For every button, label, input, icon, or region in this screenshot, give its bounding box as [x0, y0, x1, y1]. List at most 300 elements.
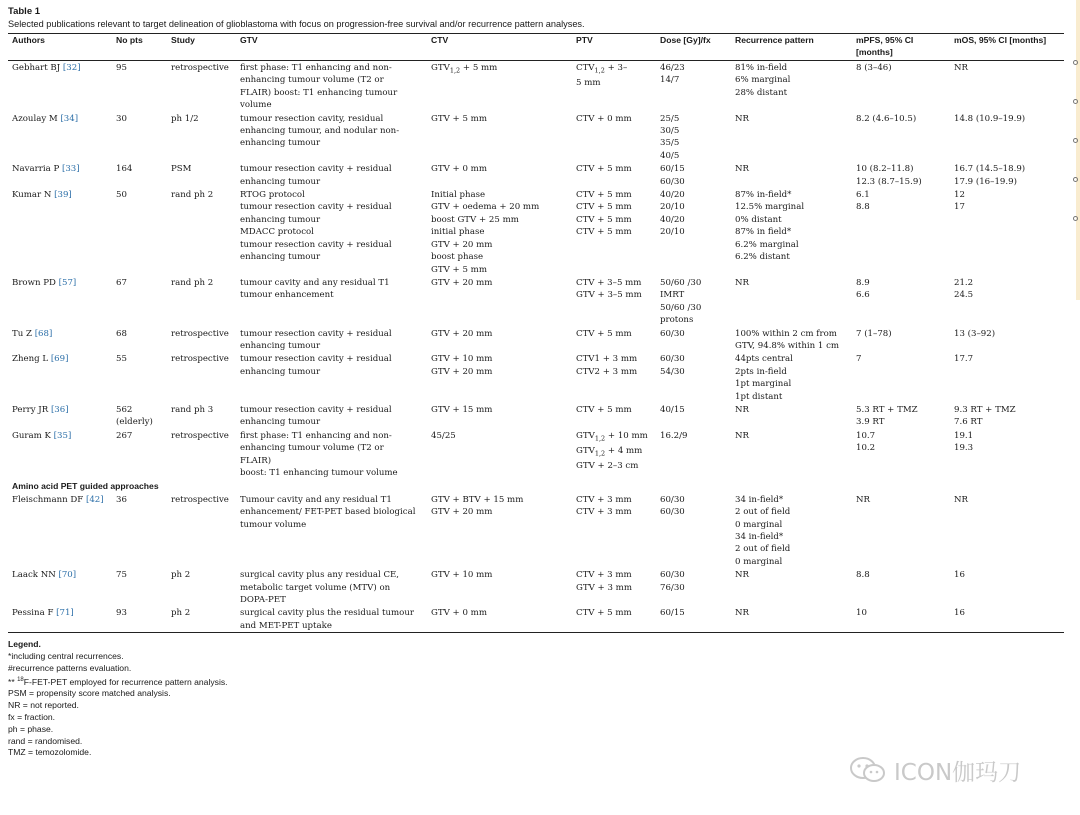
cell-gtv-line: MDACC protocol: [240, 227, 314, 238]
cell-mos-line: NR: [954, 63, 968, 73]
header-no-pts: No pts: [116, 35, 143, 45]
cell-dose-line: 60/15: [660, 164, 685, 175]
table-caption: Selected publications relevant to target delineation of glioblastoma with focus on progression-free survival and/or recurrence pattern analyses.: [8, 19, 585, 29]
cell-mos-line: 9.3 RT + TMZ: [954, 404, 1016, 415]
cell-no-pts: [112, 352, 167, 403]
cell-ctv: [427, 188, 572, 276]
cell-ptv-line: CTV + 5 mm: [576, 404, 632, 415]
cell-ptv-line: $CTV_{1,2} + 3-$: [576, 63, 628, 75]
cell-ctv: [427, 112, 572, 163]
cell-study-line: rand ph 2: [171, 190, 214, 201]
cell-recurrence-pattern-line: 28% distant: [735, 87, 788, 98]
section-title: Amino acid PET guided approaches: [12, 481, 159, 492]
cell-gtv: [236, 61, 427, 112]
cell-ptv-line: GTV + 3 mm: [576, 582, 632, 593]
cell-recurrence-pattern-line: 100% within 2 cm from: [735, 328, 837, 339]
cell-no-pts: [112, 276, 167, 327]
citation-link[interactable]: [68]: [34, 328, 53, 339]
cell-author: [8, 429, 112, 480]
cell-dose-line: 14/7: [660, 75, 680, 86]
cell-ptv: [572, 276, 656, 327]
legend-item: ** $^{18}$F-FET-PET employed for recurrence pattern analysis.: [8, 676, 228, 687]
cell-mpfs-line: 3.9 RT: [856, 417, 885, 428]
cell-mos-line: 7.6 RT: [954, 417, 983, 428]
cell-ctv-line: GTV + 15 mm: [431, 404, 493, 415]
cell-recurrence-pattern-line: NR: [735, 404, 749, 415]
cell-recurrence-pattern: [731, 403, 852, 429]
cell-mos-line: 12: [954, 190, 965, 201]
cell-gtv-line: tumour cavity and any residual T1: [240, 277, 390, 288]
cell-mos: [950, 61, 1064, 112]
cell-ptv-line: GTV + 3–5 mm: [576, 290, 642, 301]
cell-mpfs-line: NR: [856, 494, 870, 505]
cell-mpfs-line: 8.8: [856, 570, 870, 581]
cell-ctv-line: boost phase: [431, 252, 484, 263]
legend-item: rand = randomised.: [8, 735, 83, 746]
cell-no-pts-line: 164: [116, 164, 133, 175]
cell-study-line: retrospective: [171, 430, 229, 441]
cell-recurrence-pattern-line: 0% distant: [735, 214, 782, 225]
cell-mpfs-line: 7 (1–78): [856, 328, 892, 339]
table-row: [8, 327, 1064, 353]
cell-recurrence-pattern-line: 44pts central: [735, 354, 793, 365]
cell-mpfs: [852, 162, 950, 188]
cell-gtv: [236, 162, 427, 188]
cell-recurrence-pattern-line: 81% in-field: [735, 63, 788, 73]
cell-ptv-line: CTV + 5 mm: [576, 214, 632, 225]
cell-dose-line: 60/15: [660, 608, 685, 619]
cell-dose-line: 40/20: [660, 190, 685, 201]
cell-gtv-line: enhancing tumour: [240, 417, 321, 428]
cell-dose-line: 46/23: [660, 63, 685, 73]
citation-link[interactable]: [34]: [60, 113, 79, 124]
cell-mpfs-line: 5.3 RT + TMZ: [856, 404, 918, 415]
cell-gtv-line: enhancing tumour, and nodular non-: [240, 126, 400, 137]
cell-dose-line: 60/30: [660, 570, 685, 581]
cell-dose: [656, 61, 731, 112]
cell-mpfs-line: 12.3 (8.7–15.9): [856, 176, 922, 187]
cell-gtv-line: enhancing tumour: [240, 340, 321, 351]
legend-item: fx = fraction.: [8, 711, 56, 722]
cell-dose-line: 60/30: [660, 176, 685, 187]
cell-recurrence-pattern-line: 1pt distant: [735, 391, 783, 402]
cell-mpfs: [852, 352, 950, 403]
author-name: Brown PD: [12, 277, 59, 288]
cell-no-pts-line: 267: [116, 430, 133, 441]
cell-mos: [950, 606, 1064, 632]
cell-ptv-line: $GTV_{1,2} + 10$ mm: [576, 430, 648, 443]
cell-gtv: [236, 276, 427, 327]
cell-recurrence-pattern: [731, 606, 852, 632]
cell-mos: [950, 429, 1064, 480]
cell-mos: [950, 568, 1064, 606]
citation-link[interactable]: [69]: [50, 354, 69, 365]
section-row: [8, 479, 1064, 492]
cell-dose-line: 35/5: [660, 138, 680, 149]
cell-gtv-line: and MET-PET uptake: [240, 620, 332, 631]
cell-recurrence-pattern: [731, 276, 852, 327]
cell-recurrence-pattern-line: 1pt marginal: [735, 379, 792, 390]
cell-mos-line: 17.7: [954, 354, 974, 365]
cell-ctv: [427, 327, 572, 353]
cell-mos-line: 24.5: [954, 290, 974, 301]
cell-dose-line: 40/20: [660, 214, 685, 225]
cell-mos-line: 19.3: [954, 443, 974, 454]
cell-mpfs: [852, 403, 950, 429]
cell-study-line: rand ph 3: [171, 404, 214, 415]
cell-no-pts-line: 36: [116, 494, 127, 505]
cell-recurrence-pattern-line: 12.5% marginal: [735, 202, 805, 213]
header-ctv: CTV: [431, 35, 449, 45]
cell-ctv-line: GTV + 20 mm: [431, 328, 493, 339]
citation-link[interactable]: [32]: [62, 63, 81, 73]
cell-author: [8, 327, 112, 353]
cell-no-pts: [112, 429, 167, 480]
cell-mpfs: [852, 493, 950, 568]
cell-gtv: [236, 352, 427, 403]
cell-no-pts: [112, 112, 167, 163]
legend-item: ph = phase.: [8, 723, 54, 734]
cell-recurrence-pattern-line: 0 marginal: [735, 556, 783, 567]
citation-link[interactable]: [57]: [58, 277, 77, 288]
cell-ptv: [572, 606, 656, 632]
watermark: [848, 752, 1078, 788]
cell-recurrence-pattern-line: 87% in field*: [735, 227, 792, 238]
cell-ctv-line: GTV + 20 mm: [431, 366, 493, 377]
author-name: Kumar N: [12, 190, 55, 201]
cell-mos: [950, 162, 1064, 188]
cell-recurrence-pattern-line: 34 in-field*: [735, 494, 784, 505]
publications-table: [8, 34, 1064, 632]
cell-mos-line: 19.1: [954, 430, 974, 441]
cell-gtv-line: volume: [240, 100, 272, 111]
cell-author: [8, 606, 112, 632]
cell-ptv: [572, 568, 656, 606]
cell-gtv: [236, 606, 427, 632]
cell-gtv-line: enhancing tumour: [240, 366, 321, 377]
cell-dose-line: 60/30: [660, 354, 685, 365]
cell-ptv-line: CTV1 + 3 mm: [576, 354, 638, 365]
cell-dose: [656, 568, 731, 606]
cell-ctv-line: GTV + 20 mm: [431, 277, 493, 288]
cell-dose-line: 25/5: [660, 113, 680, 124]
cell-mpfs-line: 8.8: [856, 202, 870, 213]
cell-ptv: [572, 112, 656, 163]
cell-ctv: [427, 61, 572, 112]
cell-recurrence-pattern-line: GTV, 94.8% within 1 cm: [735, 340, 840, 351]
cell-dose: [656, 352, 731, 403]
cell-ptv-line: CTV + 5 mm: [576, 202, 632, 213]
cell-dose: [656, 606, 731, 632]
cell-dose-line: 30/5: [660, 126, 680, 137]
cell-mos: [950, 403, 1064, 429]
cell-no-pts-line: 55: [116, 354, 127, 365]
table-row: [8, 188, 1064, 276]
cell-ptv-line: CTV + 5 mm: [576, 227, 632, 238]
citation-link[interactable]: [35]: [53, 430, 72, 441]
cell-no-pts-line: 67: [116, 277, 127, 288]
cell-gtv-line: enhancement/ FET-PET based biological: [240, 507, 416, 518]
cell-ptv-line: CTV2 + 3 mm: [576, 366, 638, 377]
cell-mpfs: [852, 568, 950, 606]
cell-recurrence-pattern-line: 34 in-field*: [735, 532, 784, 543]
cell-mpfs: [852, 327, 950, 353]
table-row: [8, 493, 1064, 568]
cell-dose: [656, 112, 731, 163]
cell-gtv-line: first phase: T1 enhancing and non-: [240, 63, 392, 73]
cell-ctv: [427, 162, 572, 188]
cell-ptv-line: CTV + 3 mm: [576, 494, 632, 505]
cell-gtv-line: FLAIR) boost: T1 enhancing tumour: [240, 87, 398, 98]
cell-ptv: [572, 162, 656, 188]
cell-dose-line: 40/15: [660, 404, 685, 415]
citation-link[interactable]: [33]: [61, 164, 80, 175]
cell-no-pts: [112, 188, 167, 276]
legend-item: NR = not reported.: [8, 700, 79, 711]
cell-ctv: [427, 403, 572, 429]
cell-ctv: [427, 606, 572, 632]
cell-mpfs-line: 7: [856, 354, 862, 365]
cell-mpfs-line: 10.2: [856, 443, 876, 454]
cell-mos: [950, 493, 1064, 568]
citation-link[interactable]: [71]: [56, 608, 74, 619]
cell-study: [167, 162, 236, 188]
cell-ptv: [572, 493, 656, 568]
cell-ctv: [427, 429, 572, 480]
cell-mpfs: [852, 429, 950, 480]
author-name: Zheng L: [12, 354, 51, 365]
cell-ptv-line: CTV + 3 mm: [576, 570, 632, 581]
cell-gtv-line: DOPA-PET: [240, 595, 286, 606]
table-row: [8, 568, 1064, 606]
table-body: [8, 61, 1064, 632]
cell-recurrence-pattern-line: 6% marginal: [735, 75, 791, 86]
cell-dose-line: 16.2/9: [660, 430, 688, 441]
cell-mpfs-line: 6.6: [856, 290, 870, 301]
cell-recurrence-pattern-line: 2 out of field: [735, 544, 791, 555]
header-authors: Authors: [12, 35, 45, 45]
cell-author: [8, 352, 112, 403]
cell-recurrence-pattern: [731, 188, 852, 276]
cell-ptv: [572, 188, 656, 276]
cell-mpfs-line: 10: [856, 608, 867, 619]
cell-gtv: [236, 188, 427, 276]
watermark-text: ICON伽玛刀: [894, 759, 1022, 786]
cell-gtv: [236, 112, 427, 163]
cell-ctv-line: $GTV_{1,2} + 5$ mm: [431, 63, 498, 75]
cell-study-line: ph 1/2: [171, 113, 199, 124]
cell-gtv-line: tumour resection cavity + residual: [240, 354, 392, 365]
cell-recurrence-pattern: [731, 352, 852, 403]
cell-no-pts: [112, 493, 167, 568]
table-row: [8, 352, 1064, 403]
cell-ctv-line: boost GTV + 25 mm: [431, 214, 519, 225]
author-name: Perry JR: [12, 404, 51, 415]
cell-recurrence-pattern-line: 6.2% marginal: [735, 239, 799, 250]
cell-mos-line: 17.9 (16–19.9): [954, 176, 1017, 187]
cell-mos: [950, 112, 1064, 163]
cell-recurrence-pattern: [731, 327, 852, 353]
cell-ptv-line: CTV + 3 mm: [576, 507, 632, 518]
author-name: Pessina F: [12, 608, 57, 619]
cell-gtv-line: Tumour cavity and any residual T1: [240, 494, 392, 505]
cell-dose-line: 60/30: [660, 507, 685, 518]
cell-gtv-line: RTOG protocol: [240, 190, 305, 201]
cell-ptv: [572, 352, 656, 403]
cell-gtv: [236, 403, 427, 429]
cell-ptv-line: CTV + 0 mm: [576, 113, 632, 124]
cell-study-line: retrospective: [171, 354, 229, 365]
cell-no-pts-line: 68: [116, 328, 127, 339]
cell-ctv-line: GTV + 10 mm: [431, 570, 493, 581]
cell-ctv: [427, 493, 572, 568]
cell-dose-line: 76/30: [660, 582, 685, 593]
cell-author: [8, 493, 112, 568]
cell-dose: [656, 327, 731, 353]
cell-gtv-line: tumour resection cavity, residual: [240, 113, 384, 124]
header-mos: mOS, 95% CI [months]: [954, 35, 1047, 45]
cell-author: [8, 403, 112, 429]
table-header-row: [8, 34, 1064, 60]
cell-ctv-line: GTV + 20 mm: [431, 507, 493, 518]
cell-no-pts: [112, 162, 167, 188]
header-recurrence-pattern: Recurrence pattern: [735, 35, 814, 45]
header-gtv: GTV: [240, 35, 258, 45]
cell-dose-line: 54/30: [660, 366, 685, 377]
cell-recurrence-pattern: [731, 568, 852, 606]
table-bottom-rule: [8, 632, 1064, 633]
cell-gtv-line: tumour resection cavity + residual: [240, 404, 392, 415]
cell-mpfs-line: 6.1: [856, 190, 870, 201]
cell-recurrence-pattern: [731, 493, 852, 568]
cell-no-pts-line: 50: [116, 190, 127, 201]
cell-mpfs-line: 8 (3–46): [856, 63, 892, 73]
cell-mos-line: 16.7 (14.5–18.9): [954, 164, 1026, 175]
citation-link[interactable]: [39]: [54, 190, 72, 201]
table-row: [8, 112, 1064, 163]
cell-ptv-line: CTV + 5 mm: [576, 190, 632, 201]
cell-no-pts: [112, 403, 167, 429]
cell-gtv-line: tumour resection cavity + residual: [240, 328, 392, 339]
cell-no-pts-line: 30: [116, 113, 127, 124]
cell-mpfs-line: 8.2 (4.6–10.5): [856, 113, 917, 124]
cell-study: [167, 352, 236, 403]
cell-study: [167, 403, 236, 429]
cell-dose-line: IMRT: [660, 290, 685, 301]
cell-dose-line: protons: [660, 315, 694, 326]
cell-ctv-line: Initial phase: [431, 190, 486, 201]
cell-mos-line: 21.2: [954, 277, 974, 288]
cell-mpfs: [852, 606, 950, 632]
cell-study: [167, 606, 236, 632]
header-mpfs: mPFS, 95% CI [months]: [856, 35, 914, 57]
cell-gtv-line: metabolic target volume (MTV) on: [240, 582, 391, 593]
cell-mos-line: 16: [954, 570, 965, 581]
cell-gtv-line: tumour resection cavity + residual: [240, 202, 392, 213]
cell-ptv-line: CTV + 3–5 mm: [576, 277, 642, 288]
table-row: [8, 429, 1064, 480]
author-name: Azoulay M: [12, 113, 61, 124]
citation-link[interactable]: [70]: [58, 570, 77, 581]
cell-gtv: [236, 429, 427, 480]
cell-ctv: [427, 352, 572, 403]
citation-link[interactable]: [42]: [85, 494, 104, 505]
cell-gtv-line: tumour enhancement: [240, 290, 334, 301]
cell-recurrence-pattern-line: 6.2% distant: [735, 252, 790, 263]
cell-author: [8, 112, 112, 163]
cell-mos: [950, 276, 1064, 327]
cell-recurrence-pattern-line: 87% in-field*: [735, 190, 792, 201]
header-study: Study: [171, 35, 195, 45]
cell-mos-line: 13 (3–92): [954, 328, 996, 339]
cell-study: [167, 188, 236, 276]
cell-author: [8, 162, 112, 188]
author-name: Guram K: [12, 430, 54, 441]
cell-no-pts-line: 93: [116, 608, 127, 619]
table-row: [8, 162, 1064, 188]
cell-no-pts: [112, 61, 167, 112]
cell-gtv-line: first phase: T1 enhancing and non-: [240, 430, 392, 441]
cell-author: [8, 188, 112, 276]
author-name: Navarria P: [12, 164, 62, 175]
cell-ptv: [572, 403, 656, 429]
cell-dose: [656, 493, 731, 568]
cell-dose-line: 20/10: [660, 227, 685, 238]
cell-no-pts-line: 95: [116, 63, 127, 73]
cell-gtv-line: boost: T1 enhancing tumour volume: [240, 468, 398, 478]
legend: [8, 639, 1064, 759]
cell-mos: [950, 327, 1064, 353]
cell-gtv-line: tumour resection cavity + residual: [240, 239, 392, 250]
cell-dose: [656, 276, 731, 327]
legend-item: TMZ = temozolomide.: [8, 747, 92, 758]
cell-gtv-line: FLAIR): [240, 455, 272, 466]
cell-no-pts-line: 562: [116, 404, 133, 415]
cell-ptv: [572, 327, 656, 353]
cell-mpfs: [852, 112, 950, 163]
legend-item: #recurrence patterns evaluation.: [8, 662, 132, 673]
wechat-logo-icon: [848, 755, 888, 785]
table-page: [8, 6, 1064, 759]
cell-dose-line: 50/60 /30: [660, 302, 702, 313]
table-row: [8, 61, 1064, 112]
cell-ctv-line: GTV + 0 mm: [431, 164, 487, 175]
cell-mos-line: 17: [954, 202, 965, 213]
cell-ptv: [572, 61, 656, 112]
cell-mpfs-line: 10 (8.2–11.8): [856, 164, 914, 175]
citation-link[interactable]: [36]: [50, 404, 69, 415]
header-ptv: PTV: [576, 35, 593, 45]
cell-gtv-line: enhancing tumour: [240, 252, 321, 263]
cell-gtv-line: surgical cavity plus the residual tumour: [240, 608, 414, 619]
cell-recurrence-pattern: [731, 162, 852, 188]
cell-recurrence-pattern-line: NR: [735, 113, 749, 124]
cell-dose-line: 60/30: [660, 494, 685, 505]
cell-gtv-line: enhancing tumour volume (T2 or: [240, 443, 384, 454]
cell-mpfs: [852, 61, 950, 112]
cell-gtv-line: surgical cavity plus any residual CE,: [240, 570, 400, 581]
cell-study-line: retrospective: [171, 328, 229, 339]
cell-recurrence-pattern-line: NR: [735, 570, 749, 581]
cell-no-pts: [112, 568, 167, 606]
cell-mpfs: [852, 188, 950, 276]
cell-dose-line: 40/5: [660, 150, 680, 161]
cell-recurrence-pattern-line: NR: [735, 430, 749, 441]
author-name: Fleischmann DF: [12, 494, 86, 505]
cell-gtv-line: enhancing tumour: [240, 214, 321, 225]
cell-recurrence-pattern-line: 0 marginal: [735, 519, 783, 530]
cell-mpfs-line: 8.9: [856, 277, 870, 288]
